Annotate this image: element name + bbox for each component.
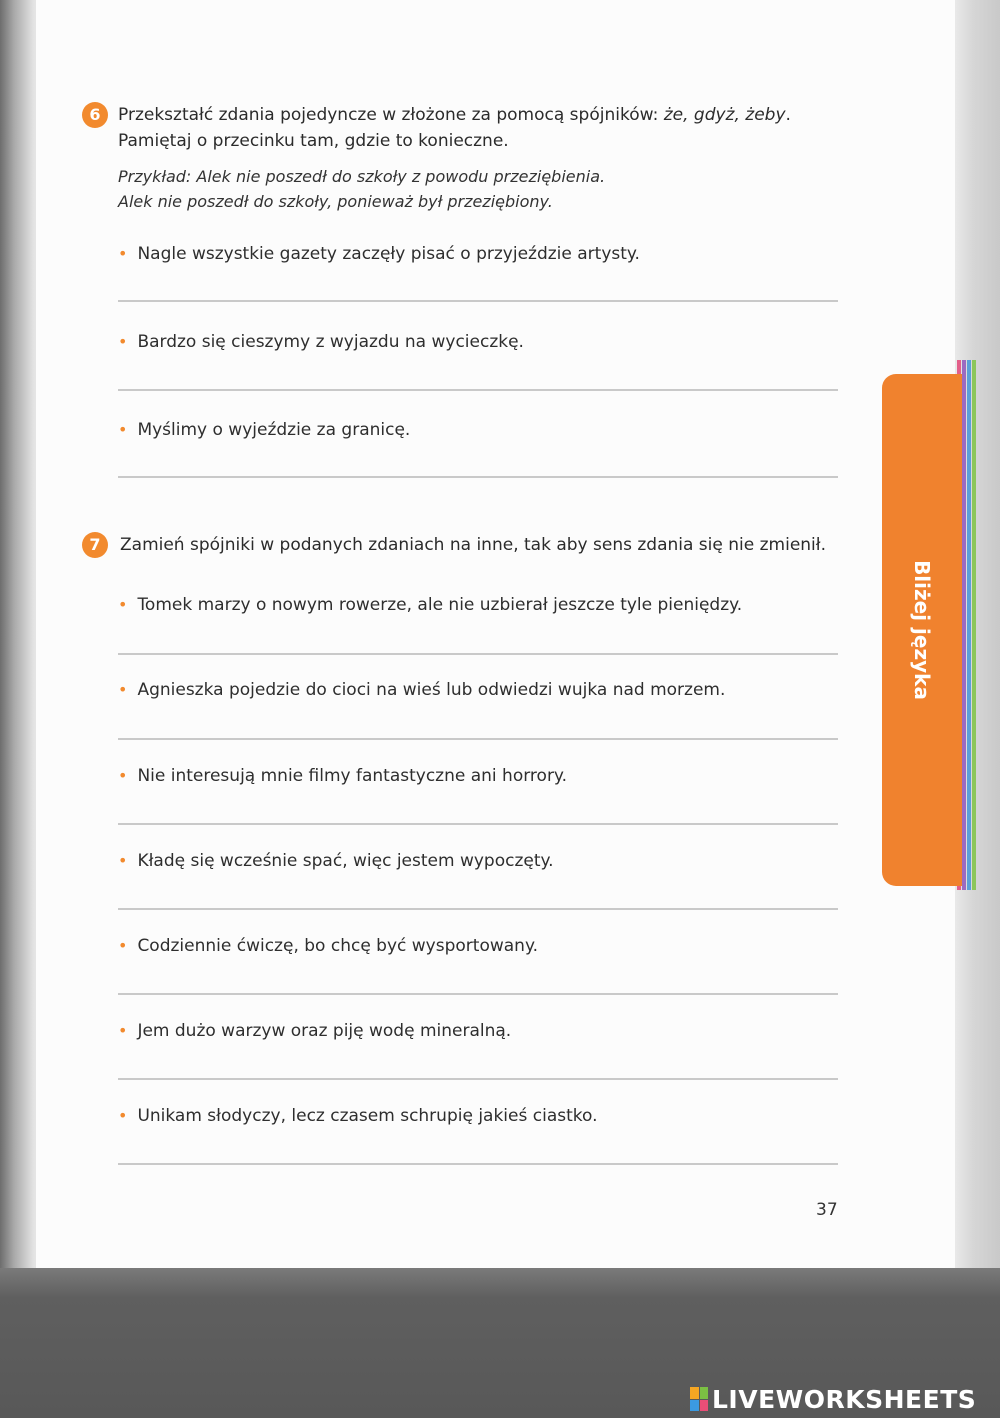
page-number: 37 xyxy=(816,1200,838,1220)
edge-strip-green xyxy=(972,360,976,890)
bullet-icon: • xyxy=(118,851,128,870)
item-text: Nie interesują mnie filmy fantastyczne ani horrory. xyxy=(137,766,567,786)
answer-line[interactable] xyxy=(118,1078,838,1080)
exercise-7-item xyxy=(118,1104,598,1128)
bullet-icon: • xyxy=(118,680,128,699)
answer-line[interactable] xyxy=(118,653,838,655)
item-text: Jem dużo warzyw oraz piję wodę mineralną. xyxy=(137,1021,512,1041)
exercise-7-item xyxy=(118,593,742,617)
answer-line[interactable] xyxy=(118,389,838,391)
section-side-tab xyxy=(882,374,962,886)
bullet-icon: • xyxy=(118,244,128,263)
item-text: Kładę się wcześnie spać, więc jestem wypoczęty. xyxy=(137,851,554,871)
exercise-7-item xyxy=(118,849,554,873)
exercise-6-instruction-line2: Pamiętaj o przecinku tam, gdzie to konieczne. xyxy=(118,131,509,151)
item-text: Bardzo się cieszymy z wyjazdu na wycieczkę. xyxy=(137,332,524,352)
answer-line[interactable] xyxy=(118,476,838,478)
bullet-icon: • xyxy=(118,595,128,614)
bullet-icon: • xyxy=(118,332,128,351)
side-tab-label: Bliżej języka xyxy=(910,560,934,700)
liveworksheets-watermark xyxy=(690,1384,976,1414)
item-text: Nagle wszystkie gazety zaczęły pisać o przyjeździe artysty. xyxy=(137,244,640,264)
exercise-6-item xyxy=(118,418,410,442)
exercise-6-item xyxy=(118,330,524,354)
bullet-icon: • xyxy=(118,1106,128,1125)
edge-strip-purple xyxy=(962,360,966,890)
item-text: Unikam słodyczy, lecz czasem schrupię jakieś ciastko. xyxy=(137,1106,598,1126)
liveworksheets-logo-icon xyxy=(690,1387,708,1411)
exercise-6-number: 6 xyxy=(82,102,108,128)
answer-line[interactable] xyxy=(118,993,838,995)
item-text: Agnieszka pojedzie do cioci na wieś lub odwiedzi wujka nad morzem. xyxy=(137,680,726,700)
edge-strip-blue xyxy=(967,360,971,890)
exercise-7-item xyxy=(118,764,567,788)
bullet-icon: • xyxy=(118,936,128,955)
item-text: Myślimy o wyjeździe za granicę. xyxy=(137,420,411,440)
answer-line[interactable] xyxy=(118,908,838,910)
instruction-conjunctions: że, gdyż, żeby xyxy=(663,105,786,125)
answer-line[interactable] xyxy=(118,738,838,740)
bullet-icon: • xyxy=(118,766,128,785)
instruction-main: Przekształć zdania pojedyncze w złożone za pomocą spójników: xyxy=(118,105,659,125)
answer-line[interactable] xyxy=(118,1163,838,1165)
item-text: Tomek marzy o nowym rowerze, ale nie uzbierał jeszcze tyle pieniędzy. xyxy=(137,595,743,615)
item-text: Codziennie ćwiczę, bo chcę być wysportowany. xyxy=(137,936,538,956)
exercise-6-item xyxy=(118,242,640,266)
exercise-6-instruction xyxy=(118,102,791,128)
bullet-icon: • xyxy=(118,420,128,439)
bullet-icon: • xyxy=(118,1021,128,1040)
answer-line[interactable] xyxy=(118,823,838,825)
instruction-period: . xyxy=(785,105,791,125)
answer-line[interactable] xyxy=(118,300,838,302)
example-line-2: Alek nie poszedł do szkoły, ponieważ był przeziębiony. xyxy=(118,192,553,211)
watermark-text: LIVEWORKSHEETS xyxy=(712,1384,977,1414)
exercise-7-instruction: Zamień spójniki w podanych zdaniach na inne, tak aby sens zdania się nie zmienił. xyxy=(120,535,827,555)
exercise-7-item xyxy=(118,934,538,958)
example-line-1: Przykład: Alek nie poszedł do szkoły z powodu przeziębienia. xyxy=(118,167,606,186)
exercise-7-number: 7 xyxy=(82,532,108,558)
exercise-7-item xyxy=(118,678,725,702)
exercise-7-item xyxy=(118,1019,511,1043)
